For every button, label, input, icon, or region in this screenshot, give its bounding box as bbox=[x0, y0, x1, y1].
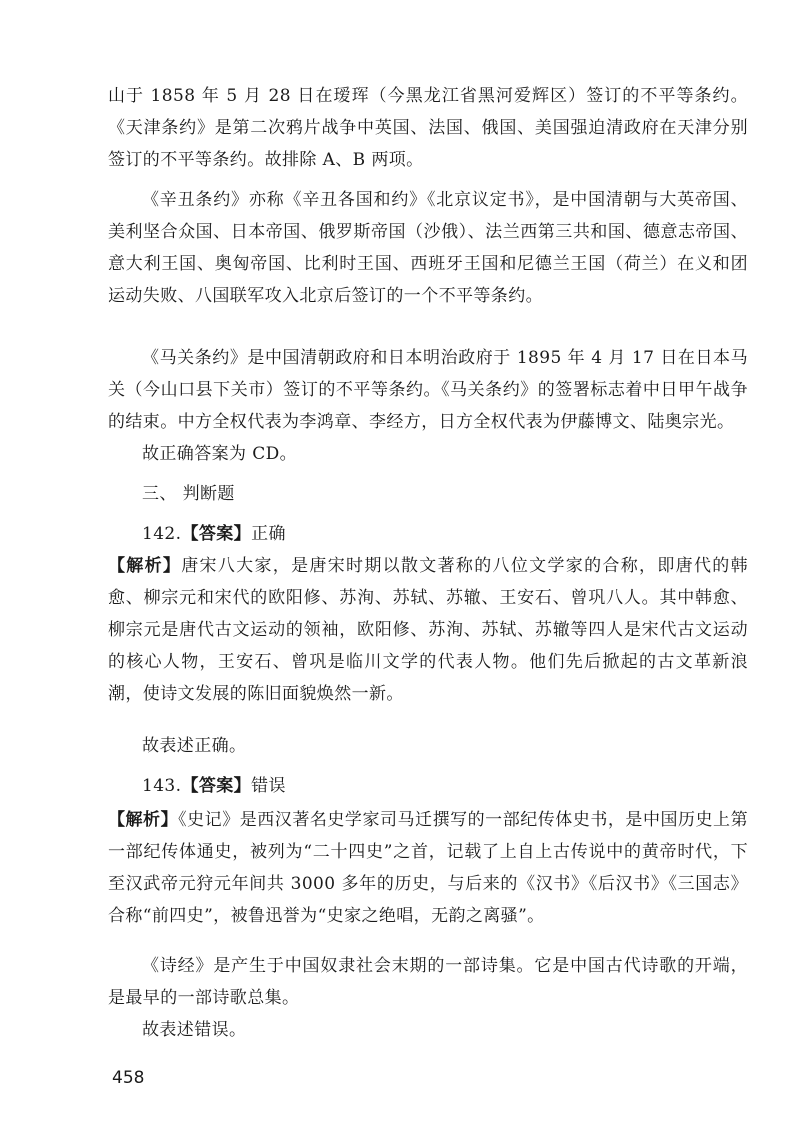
answer-tag: 【答案】 bbox=[181, 776, 252, 796]
question-142-answer bbox=[108, 518, 748, 550]
paragraph-boxer-protocol: 《辛丑条约》亦称《辛丑各国和约》《北京议定书》，是中国清朝与大英帝国、美利坚合众国、日本帝国、俄罗斯帝国（沙俄）、法兰西第三共和国、德意志帝国、意大利王国、奥匈帝国、比利时王国、西班牙王国和尼德兰王国（荷兰）在义和团运动失败、八国联军攻入北京后签订的一个不平等条约。 bbox=[108, 190, 748, 306]
answer-value: 错误 bbox=[251, 776, 286, 796]
question-143-conclusion: 故表述错误。 bbox=[142, 1020, 247, 1040]
question-143-analysis bbox=[108, 804, 748, 932]
question-number: 143. bbox=[142, 776, 182, 796]
question-142-analysis bbox=[108, 550, 748, 710]
paragraph-treaty-aigun-tianjin: 山于 1858 年 5 月 28 日在瑷珲（今黑龙江省黑河爱辉区）签订的不平等条约。《天津条约》是第二次鸦片战争中英国、法国、俄国、美国强迫清政府在天津分别签订的不平等条约。故排除 A、B 两项。 bbox=[108, 86, 748, 170]
answer-value: 正确 bbox=[251, 524, 286, 544]
answer-tag: 【答案】 bbox=[181, 524, 252, 544]
analysis-tag: 【解析】 bbox=[108, 810, 179, 830]
page-number: 458 bbox=[112, 1068, 145, 1088]
question-143-extra: 《诗经》是产生于中国奴隶社会末期的一部诗集。它是中国古代诗歌的开端，是最早的一部诗歌总集。 bbox=[108, 956, 748, 1008]
analysis-text: 唐宋八大家，是唐宋时期以散文著称的八位文学家的合称，即唐代的韩愈、柳宗元和宋代的欧阳修、苏洵、苏轼、苏辙、王安石、曾巩八人。其中韩愈、柳宗元是唐代古文运动的领袖，欧阳修、苏洵、苏轼、苏辙等四人是宋代古文运动的核心人物，王安石、曾巩是临川文学的代表人物。他们先后掀起的古文革新浪潮，使诗文发展的陈旧面貌焕然一新。 bbox=[108, 556, 748, 704]
paragraph-treaty-shimonoseki: 《马关条约》是中国清朝政府和日本明治政府于 1895 年 4 月 17 日在日本马关（今山口县下关市）签订的不平等条约。《马关条约》的签署标志着中日甲午战争的结束。中方全权代表为李鸿章、李经方，日方全权代表为伊藤博文、陆奥宗光。 bbox=[108, 348, 748, 432]
question-143-answer bbox=[108, 770, 748, 802]
paragraph-answer-cd: 故正确答案为 CD。 bbox=[142, 444, 298, 464]
analysis-tag: 【解析】 bbox=[108, 556, 182, 576]
section-heading: 三、 判断题 bbox=[142, 484, 235, 504]
question-number: 142. bbox=[142, 524, 182, 544]
question-142-conclusion: 故表述正确。 bbox=[142, 736, 247, 756]
analysis-text: 《史记》是西汉著名史学家司马迁撰写的一部纪传体史书，是中国历史上第一部纪传体通史，被列为“二十四史”之首，记载了上自上古传说中的黄帝时代，下至汉武帝元狩元年间共 3000 多年的历史，与后来的《汉书》《后汉书》《三国志》合称“前四史”，被鲁迅誉为“史家之绝唱，无韵之离骚”。 bbox=[108, 810, 748, 926]
